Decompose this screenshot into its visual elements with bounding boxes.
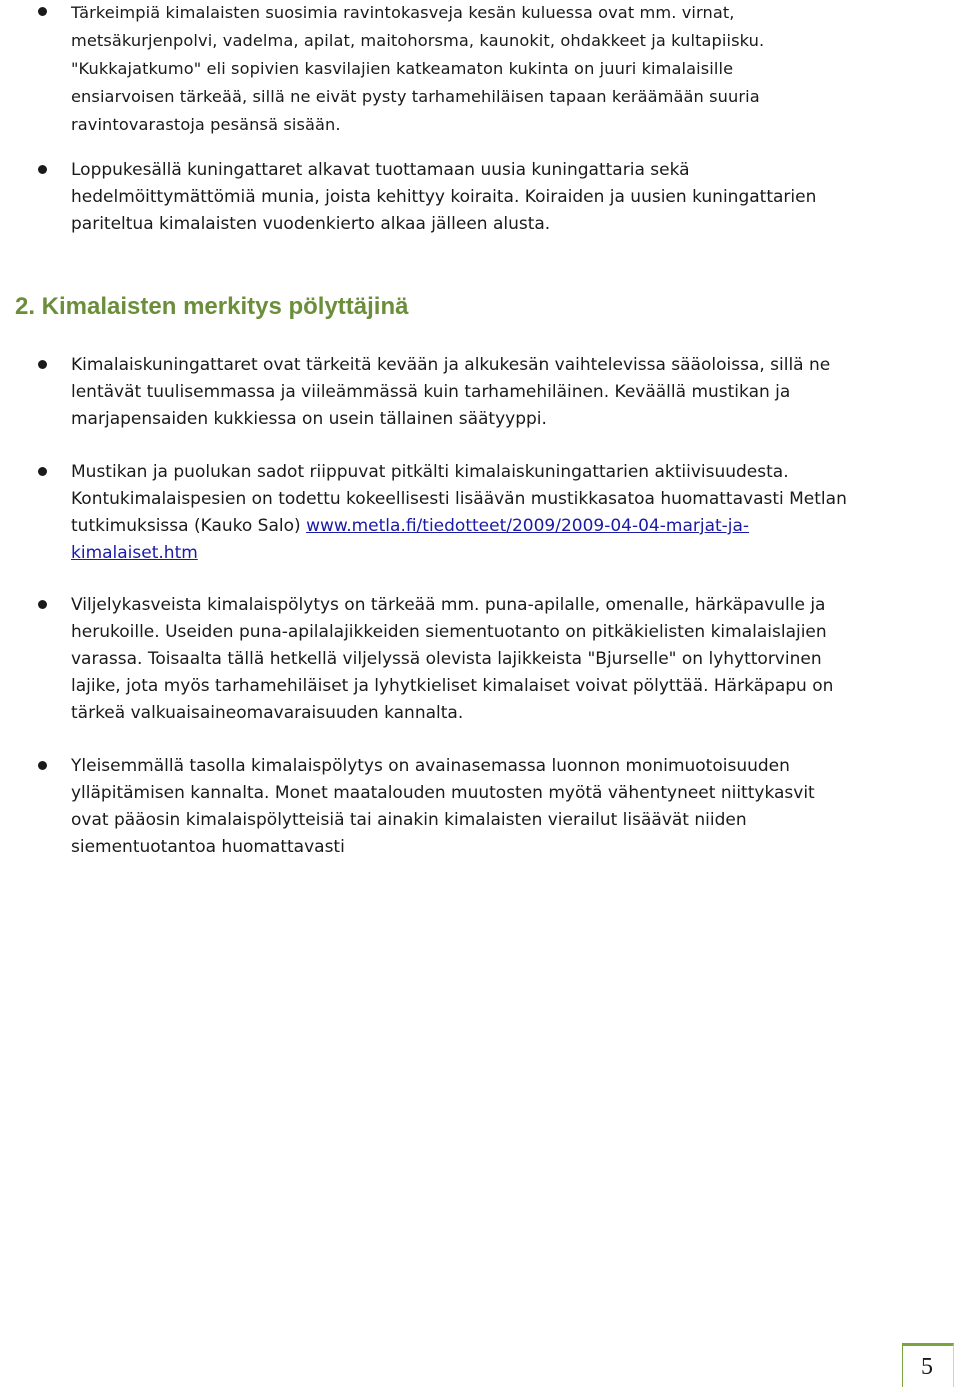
- bullet-icon: [38, 600, 47, 609]
- text-line: Loppukesällä kuningattaret alkavat tuottamaan uusia kuningattaria sekä: [71, 160, 690, 180]
- page-number: 5: [921, 1354, 933, 1380]
- text-line: lentävät tuulisemmassa ja viileämmässä kuin tarhamehiläinen. Keväällä mustikan ja: [71, 382, 791, 402]
- text-line: varassa. Toisaalta tällä hetkellä viljelyssä olevista lajikkeista "Bjurselle" on lyhyttorvinen: [71, 649, 822, 669]
- section-bullet-list-4: [0, 753, 960, 861]
- text-line: Yleisemmällä tasolla kimalaispölytys on avainasemassa luonnon monimuotoisuuden: [71, 756, 790, 776]
- section-bullet-list-2: [0, 459, 960, 567]
- section-bullet-list-3: [0, 592, 960, 727]
- paragraph: [71, 592, 871, 727]
- text-line: lajike, jota myös tarhamehiläiset ja lyhytkieliset kimalaiset voivat pölyttää. Härkäpapu on: [71, 676, 834, 696]
- bullet-item-late-summer: [0, 157, 871, 238]
- paragraph: [71, 157, 871, 238]
- text-line: ravintovarastoja pesänsä sisään.: [71, 115, 341, 134]
- text-line: "Kukkajatkumo" eli sopivien kasvilajien katkeamaton kukinta on juuri kimalaisille: [71, 59, 734, 78]
- paragraph: [71, 753, 871, 861]
- bullet-icon: [38, 467, 47, 476]
- text-line: metsäkurjenpolvi, vadelma, apilat, maitohorsma, kaunokit, ohdakkeet ja kultapiisku.: [71, 31, 765, 50]
- metla-link[interactable]: www.metla.fi/tiedotteet/2009/2009-04-04-marjat-ja- kimalaiset.htm: [71, 516, 750, 563]
- bullet-item-food-plants: [0, 0, 871, 139]
- text-line: Mustikan ja puolukan sadot riippuvat pitkälti kimalaiskuningattarien aktiivisuudesta.: [71, 462, 789, 482]
- top-bullet-list: [0, 0, 960, 139]
- text-line: Tärkeimpiä kimalaisten suosimia ravintokasveja kesän kuluessa ovat mm. virnat,: [71, 3, 735, 22]
- text-line: tärkeä valkuaisaineomavaraisuuden kannalta.: [71, 703, 464, 723]
- text-line: hedelmöittymättömiä munia, joista kehittyy koiraita. Koiraiden ja uusien kuningattarien: [71, 187, 817, 207]
- section-heading: 2. Kimalaisten merkitys pölyttäjinä: [15, 293, 409, 320]
- text-line: siementuotantoa huomattavasti: [71, 837, 345, 857]
- bullet-item-biodiversity: [0, 753, 871, 861]
- text-line: Kimalaiskuningattaret ovat tärkeitä kevään ja alkukesän vaihtelevissa sääoloissa, sillä ne: [71, 355, 831, 375]
- bullet-icon: [38, 360, 47, 369]
- paragraph: [71, 459, 871, 567]
- page-number-box: [902, 1343, 954, 1387]
- text-line: marjapensaiden kukkiessa on usein tällainen säätyyppi.: [71, 409, 547, 429]
- section-bullet-list-1: [0, 352, 960, 433]
- text-line: tutkimuksissa (Kauko Salo): [71, 516, 307, 536]
- paragraph: [71, 352, 871, 433]
- text-line: ensiarvoisen tärkeää, sillä ne eivät pysty tarhamehiläisen tapaan keräämään suuria: [71, 87, 760, 106]
- bullet-item-queens-weather: [0, 352, 871, 433]
- text-line: Viljelykasveista kimalaispölytys on tärkeää mm. puna-apilalle, omenalle, härkäpavulle ja: [71, 595, 826, 615]
- bullet-icon: [38, 165, 47, 174]
- text-line: Kontukimalaispesien on todettu kokeellisesti lisäävän mustikkasatoa huomattavasti Metlan: [71, 489, 847, 509]
- paragraph: [71, 0, 871, 139]
- text-line: ylläpitämisen kannalta. Monet maatalouden muutosten myötä vähentyneet niittykasvit: [71, 783, 815, 803]
- text-line: pariteltua kimalaisten vuodenkierto alkaa jälleen alusta.: [71, 214, 551, 234]
- bullet-icon: [38, 761, 47, 770]
- bullet-icon: [38, 7, 47, 16]
- text-line: ovat pääosin kimalaispölytteisiä tai ainakin kimalaisten vierailut lisäävät niiden: [71, 810, 747, 830]
- top-bullet-list-2: [0, 157, 960, 238]
- text-line: herukoille. Useiden puna-apilalajikkeiden siementuotanto on pitkäkielisten kimalaislajien: [71, 622, 827, 642]
- bullet-item-crop-pollination: [0, 592, 871, 727]
- bullet-item-bilberry-yields: [0, 459, 871, 567]
